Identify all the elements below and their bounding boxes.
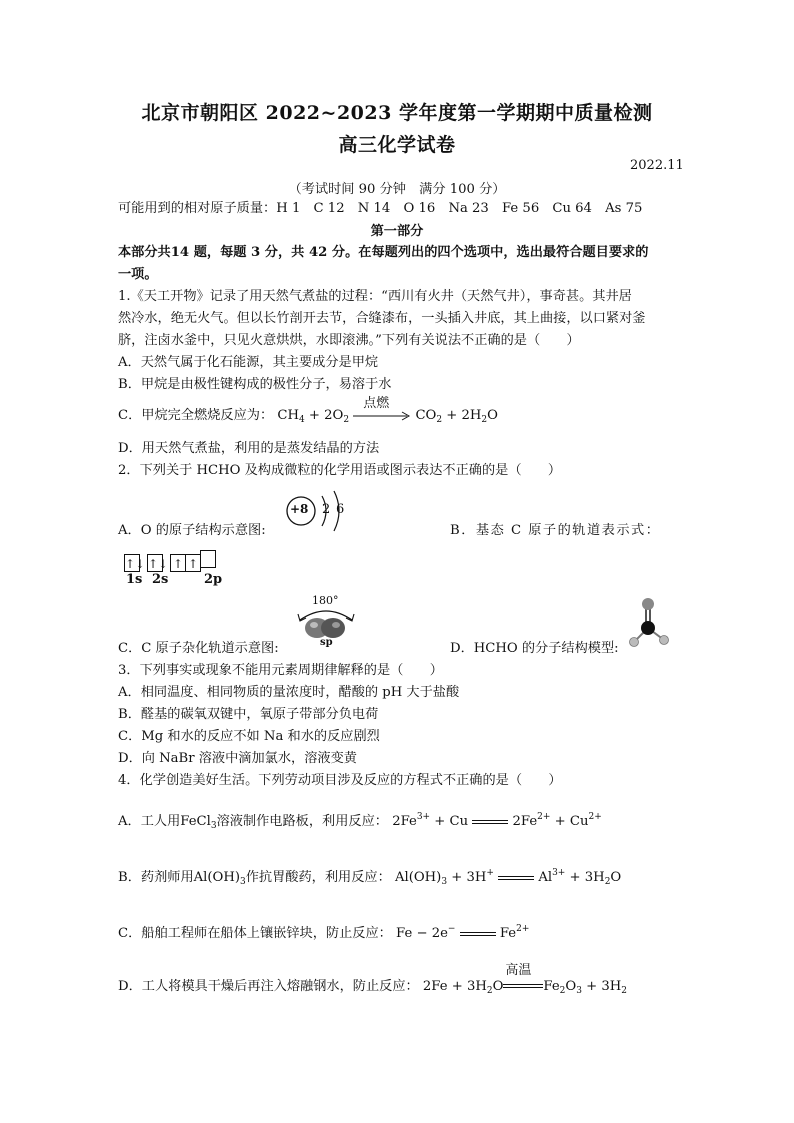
q4-option-d bbox=[118, 962, 627, 1002]
q2-stem: 2．下列关于 HCHO 及构成微粒的化学用语或图示表达不正确的是（ ） bbox=[118, 463, 562, 478]
q1-option-c bbox=[118, 395, 498, 431]
q2-option-a: A．O 的原子结构示意图: bbox=[118, 523, 266, 538]
q4-stem: 4．化学创造美好生活。下列劳动项目涉及反应的方程式不正确的是（ ） bbox=[118, 773, 562, 788]
q4-a-equation: $2Fe^{3+} + Cu$ $2Fe^{2+} + Cu^{2+}$ bbox=[392, 812, 602, 829]
molecule-model-icon bbox=[624, 596, 674, 652]
orbital-1s: ↑↓ bbox=[124, 553, 139, 572]
q4-a-label: A．工人用 bbox=[118, 814, 181, 829]
q4-d-equation: $2Fe + 3H_2O$ 高温 $Fe_2O_3 + 3H_2$ bbox=[423, 979, 627, 994]
part-instruction-2: 一项。 bbox=[118, 267, 158, 282]
q4-b-mid: 作抗胃酸药，利用反应： bbox=[245, 870, 391, 885]
aloh3-formula: $Al(OH)_3$ bbox=[193, 870, 246, 887]
q2-option-c: C．C 原子杂化轨道示意图: bbox=[118, 641, 279, 656]
q4-b-label: B．药剂师用 bbox=[118, 870, 194, 885]
shell-1-count: 2 bbox=[322, 502, 331, 517]
orbital-2p: ↑ ↑ bbox=[170, 550, 215, 572]
part-heading: 第一部分 bbox=[370, 224, 424, 239]
q3-option-b: B．醛基的碳氧双键中，氧原子带部分负电荷 bbox=[118, 707, 379, 722]
q1-stem-1: 1.《天工开物》记录了用天然气煮盐的过程：“西川有火井（天然气井），事奇甚。其井居 bbox=[118, 289, 632, 304]
q4-option-a bbox=[118, 806, 602, 837]
q4-option-c bbox=[118, 918, 529, 945]
q1-option-c-label: C．甲烷完全燃烧反应为： bbox=[118, 408, 274, 423]
q3-option-d: D．向 NaBr 溶液中滴加氯水，溶液变黄 bbox=[118, 751, 357, 766]
atomic-masses: 可能用到的相对原子质量：H 1 C 12 N 14 O 16 Na 23 Fe 56 Cu 64 As 75 bbox=[118, 201, 643, 216]
equals-icon bbox=[503, 984, 543, 988]
nucleus-charge: +8 bbox=[290, 502, 309, 516]
exam-info: （考试时间 90 分钟 满分 100 分） bbox=[288, 182, 506, 197]
hcho-model bbox=[624, 596, 674, 652]
exam-date: 2022.11 bbox=[630, 158, 684, 173]
angle-label: 180° bbox=[312, 594, 339, 607]
part-instruction-1: 本部分共14 题，每题 3 分，共 42 分。在每题列出的四个选项中，选出最符合题目要求的 bbox=[118, 245, 649, 260]
q1-stem-3: 脐，注卤水釜中，只见火意烘烘，水即滚沸。”下列有关说法不正确的是（ ） bbox=[118, 333, 580, 348]
q4-b-equation: $Al(OH)_3 + 3H^+$ $Al^{3+} + 3H_2O$ bbox=[394, 868, 622, 887]
sp-hybrid-diagram bbox=[294, 594, 358, 652]
q4-option-b bbox=[118, 862, 621, 893]
q2-option-d: D．HCHO 的分子结构模型: bbox=[450, 641, 619, 656]
label-2s: 2s bbox=[152, 572, 169, 587]
q4-c-label: C．船舶工程师在船体上镶嵌锌块，防止反应： bbox=[118, 926, 392, 941]
high-temp-equals bbox=[503, 962, 543, 992]
q1-option-a: A．天然气属于化石能源，其主要成分是甲烷 bbox=[118, 355, 379, 370]
oxygen-atom-diagram bbox=[284, 488, 354, 538]
q1-option-b: B．甲烷是由极性键构成的极性分子，易溶于水 bbox=[118, 377, 392, 392]
equals-icon bbox=[498, 876, 534, 880]
equals-icon bbox=[460, 932, 496, 936]
q3-option-c: C．Mg 和水的反应不如 Na 和水的反应剧烈 bbox=[118, 729, 380, 744]
label-2p: 2p bbox=[204, 572, 223, 587]
reaction-arrow bbox=[353, 395, 411, 423]
q4-d-label: D．工人将模具干燥后再注入熔融钢水，防止反应： bbox=[118, 979, 419, 994]
shell-2-count: 6 bbox=[336, 502, 345, 517]
q4-c-equation: Fe − 2e− $Fe^{2+}$ bbox=[396, 924, 530, 941]
orbital-2s: ↑↓ bbox=[147, 553, 162, 572]
q1-condition: 点燃 bbox=[363, 395, 390, 411]
arrow-icon bbox=[353, 409, 411, 423]
orbital-diagram bbox=[124, 550, 223, 572]
equals-icon bbox=[472, 820, 508, 824]
label-1s: 1s bbox=[126, 572, 143, 587]
q3-option-a: A．相同温度、相同物质的量浓度时，醋酸的 pH 大于盐酸 bbox=[118, 685, 460, 700]
q1-option-d: D．用天然气煮盐，利用的是蒸发结晶的方法 bbox=[118, 441, 380, 456]
q4-a-mid: 溶液制作电路板，利用反应： bbox=[216, 814, 388, 829]
exam-subtitle: 高三化学试卷 bbox=[338, 134, 456, 156]
hybrid-label: sp bbox=[320, 637, 333, 648]
q3-stem: 3．下列事实或现象不能用元素周期律解释的是（ ） bbox=[118, 663, 443, 678]
q1-equation: $CH_4 + 2O_2$ 点燃 $CO_2 + 2H_2O$ bbox=[277, 408, 498, 423]
q1-stem-2: 然冷水，绝无火气。但以长竹剖开去节，合缝漆布，一头插入井底，其上曲接，以口紧对釜 bbox=[118, 311, 646, 326]
fecl3-formula: FeCl$_3$ bbox=[180, 814, 217, 831]
q2-option-b: B．基态 C 原子的轨道表示式： bbox=[450, 523, 661, 538]
exam-title: 北京市朝阳区 2022~2023 学年度第一学期期中质量检测 bbox=[141, 102, 653, 124]
q4-condition: 高温 bbox=[505, 962, 532, 978]
